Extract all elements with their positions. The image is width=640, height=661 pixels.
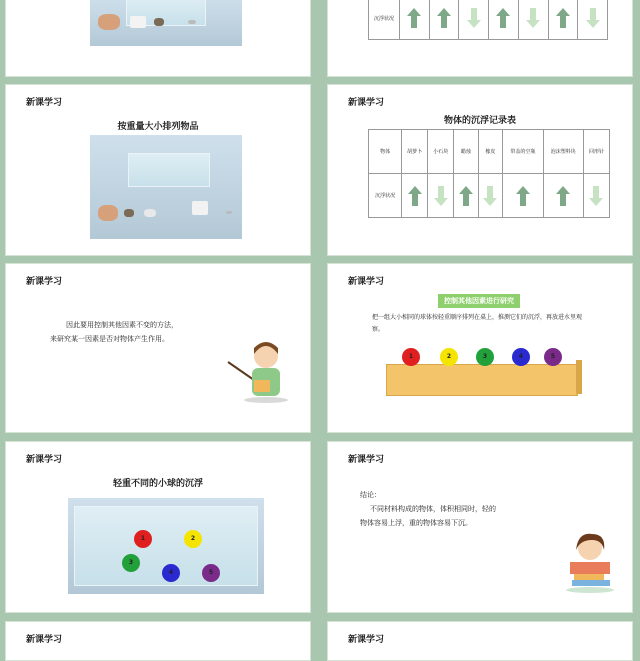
candle bbox=[144, 209, 156, 217]
section-header: 新课学习 bbox=[348, 277, 385, 287]
arrow-up-icon bbox=[454, 174, 479, 218]
ball-5: 5 bbox=[544, 348, 562, 366]
row-label: 沉浮状况 bbox=[369, 174, 402, 218]
arrow-up-icon bbox=[503, 174, 543, 218]
section-header: 新课学习 bbox=[26, 635, 63, 645]
clip bbox=[188, 20, 196, 24]
col-header: 蜡烛 bbox=[454, 130, 479, 174]
tank-photo bbox=[90, 0, 242, 46]
arrow-down-icon bbox=[578, 0, 608, 40]
table-surface bbox=[386, 364, 578, 396]
arrow-up-icon bbox=[548, 0, 578, 40]
arrow-down-icon bbox=[459, 0, 489, 40]
ball-4: 4 bbox=[162, 564, 180, 582]
ball-3: 3 bbox=[476, 348, 494, 366]
arrow-down-icon bbox=[583, 174, 609, 218]
col-header: 胡萝卜 bbox=[402, 130, 428, 174]
ball-5: 5 bbox=[202, 564, 220, 582]
col-header: 回形针 bbox=[583, 130, 609, 174]
col-header: 物体 bbox=[369, 130, 402, 174]
ball-2: 2 bbox=[184, 530, 202, 548]
slide-1[interactable] bbox=[5, 0, 311, 77]
arrow-up-icon bbox=[489, 0, 519, 40]
ball-1: 1 bbox=[402, 348, 420, 366]
slide-2[interactable] bbox=[327, 0, 633, 77]
text-line-2: 来研究某一因素是否对物体产生作用。 bbox=[50, 335, 169, 343]
slide-title: 按重量大小排列物品 bbox=[117, 122, 199, 132]
carrot bbox=[98, 205, 118, 221]
ball-3: 3 bbox=[122, 554, 140, 572]
arrow-down-icon bbox=[478, 174, 503, 218]
text-line-2: 物体容易上浮，重的物体容易下沉。 bbox=[360, 519, 472, 527]
slide-5[interactable] bbox=[5, 263, 311, 433]
slide-title: 轻重不同的小球的沉浮 bbox=[112, 479, 203, 489]
tank-photo bbox=[90, 135, 242, 239]
instruction-text: 把一组大小相同的球体按轻重顺序排列在桌上，推测它们的沉浮，再放进水里观察。 bbox=[372, 314, 583, 333]
glass-tank bbox=[128, 153, 210, 187]
teacher-icon bbox=[224, 336, 294, 406]
eraser bbox=[192, 201, 208, 215]
col-header: 橡皮 bbox=[478, 130, 503, 174]
section-header: 新课学习 bbox=[348, 455, 385, 465]
slide-title: 物体的沉浮记录表 bbox=[443, 116, 516, 126]
slide-4[interactable] bbox=[327, 84, 633, 256]
section-header: 新课学习 bbox=[26, 98, 63, 108]
stone bbox=[154, 18, 164, 26]
arrow-up-icon bbox=[543, 174, 583, 218]
arrow-down-icon bbox=[428, 174, 454, 218]
slide-3[interactable] bbox=[5, 84, 311, 256]
carrot bbox=[98, 14, 120, 30]
table-side bbox=[576, 360, 582, 394]
ball-4: 4 bbox=[512, 348, 530, 366]
slide-7[interactable] bbox=[5, 441, 311, 613]
slide-6[interactable] bbox=[327, 263, 633, 433]
section-header: 新课学习 bbox=[26, 455, 63, 465]
conclusion-label: 结论： bbox=[360, 491, 381, 499]
record-table bbox=[368, 129, 610, 218]
ball-2: 2 bbox=[440, 348, 458, 366]
section-header: 新课学习 bbox=[348, 635, 385, 645]
arrow-up-icon bbox=[402, 174, 428, 218]
clip bbox=[226, 211, 232, 214]
text-line-1: 不同材料构成的物体，体积相同时，轻的 bbox=[370, 505, 496, 513]
stone bbox=[124, 209, 134, 217]
section-banner: 控制其他因素进行研究 bbox=[438, 294, 520, 308]
section-header: 新课学习 bbox=[348, 98, 385, 108]
eraser bbox=[130, 16, 146, 28]
col-header: 泡沫塑料块 bbox=[543, 130, 583, 174]
girl-reading-icon bbox=[564, 532, 620, 594]
record-table-partial bbox=[368, 0, 608, 40]
slide-10[interactable] bbox=[327, 621, 633, 661]
section-header: 新课学习 bbox=[26, 277, 63, 287]
slide-8[interactable] bbox=[327, 441, 633, 613]
arrow-up-icon bbox=[400, 0, 430, 40]
ball-1: 1 bbox=[134, 530, 152, 548]
slide-9[interactable] bbox=[5, 621, 311, 661]
arrow-up-icon bbox=[429, 0, 459, 40]
row-label: 沉浮状况 bbox=[369, 0, 400, 40]
col-header: 小石块 bbox=[428, 130, 454, 174]
col-header: 带盖的空瓶 bbox=[503, 130, 543, 174]
text-line-1: 因此要用控制其他因素不变的方法， bbox=[66, 321, 178, 329]
arrow-down-icon bbox=[518, 0, 548, 40]
